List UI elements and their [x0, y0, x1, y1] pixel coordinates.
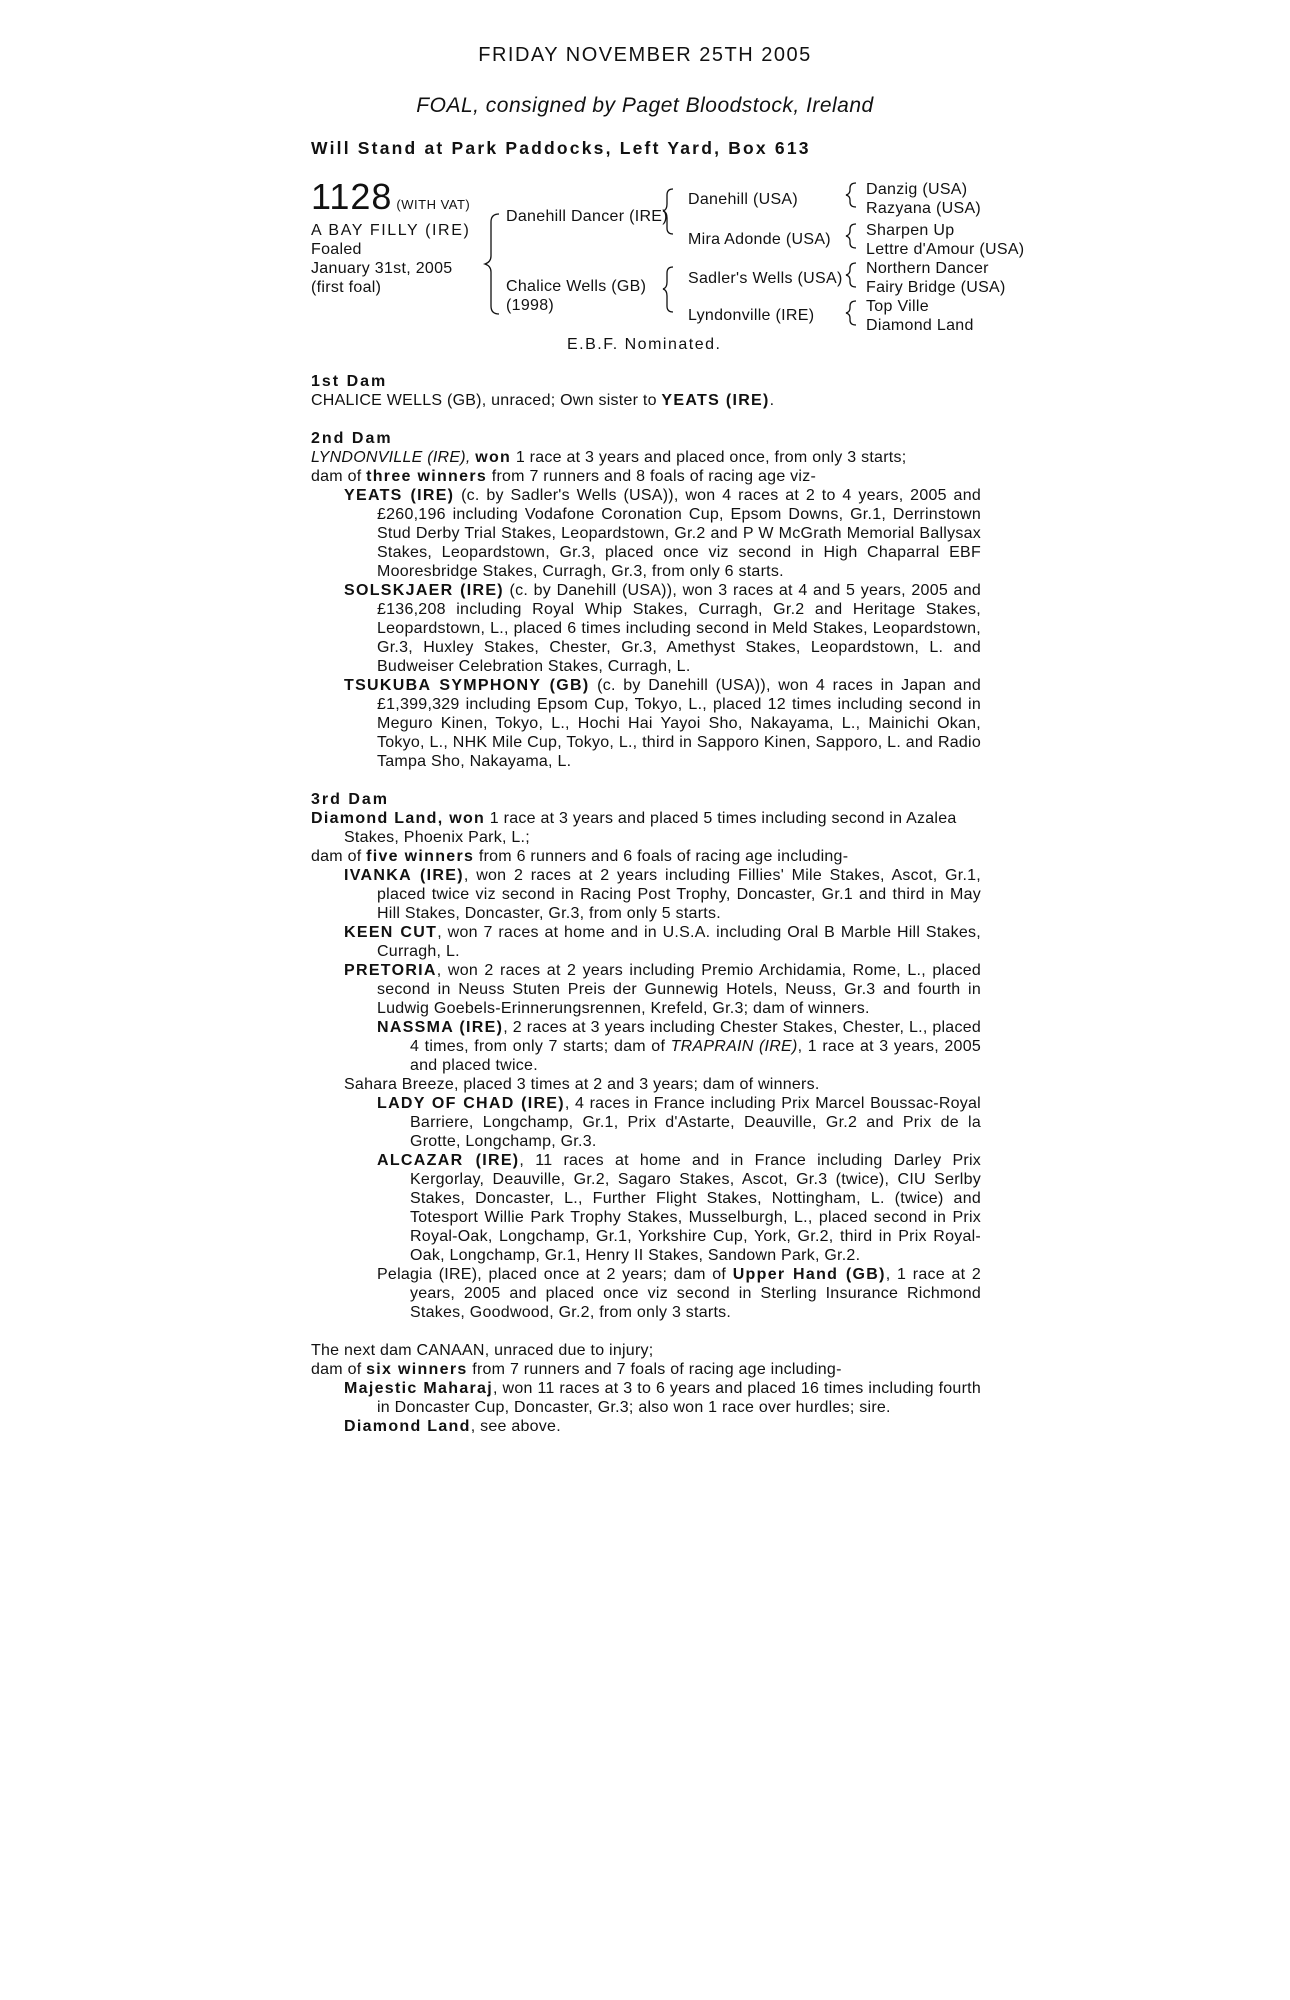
traprain-name: TRAPRAIN (IRE)	[670, 1038, 798, 1055]
second-dam-l2a: dam of	[311, 468, 367, 485]
pretoria-name: PRETORIA	[344, 962, 437, 979]
next-dam-l2a: dam of	[311, 1361, 367, 1378]
stand-location: Will Stand at Park Paddocks, Left Yard, Box 613	[311, 138, 811, 158]
produce-sahara-breeze: Sahara Breeze, placed 3 times at 2 and 3 years; dam of winners.	[344, 1076, 820, 1093]
diamond-land-name: Diamond Land	[344, 1418, 471, 1435]
next-dam-line1: The next dam CANAAN, unraced due to injury;	[311, 1342, 654, 1359]
second-dam-line1	[311, 448, 981, 467]
third-dam-line1	[311, 809, 981, 847]
first-dam-heading: 1st Dam	[311, 373, 388, 390]
produce-alcazar	[311, 1151, 981, 1265]
alcazar-record: , 11 races at home and in France including Darley Prix Kergorlay, Deauville, Gr.2, Sagaro Stakes, Ascot, Gr.3 (twice), CIU Serlby Stakes, Doncaster, L., Further Flight Stakes, Nottingham, L. (twice) and Totesport Willie Park Trophy Stakes, Musselburgh, L., placed second in Prix Royal-Oak, Longchamp, Gr.1, Yorkshire Cup, York, Gr.2, third in Prix Royal-Oak, Longchamp, Gr.1, Henry II Stakes, Sandown Park, Gr.2.	[410, 1152, 982, 1264]
pedigree-dam-sire: Sadler's Wells (USA)	[688, 270, 843, 287]
nassma-record-end: , 1 race at 3 years, 2005 and placed twice.	[410, 1038, 982, 1074]
produce-majestic-maharaj	[311, 1379, 981, 1417]
third-dam-record: 1 race at 3 years and placed 5 times including second in Azalea Stakes, Phoenix Park, L.;	[344, 810, 957, 846]
second-dam-l2c: from 7 runners and 8 foals of racing age viz-	[487, 468, 817, 485]
third-dam-line2	[311, 847, 981, 866]
dam-history	[311, 372, 981, 1436]
produce-keen-cut	[311, 923, 981, 961]
produce-ivanka	[311, 866, 981, 923]
vat-note: (WITH VAT)	[396, 197, 471, 212]
nassma-record: , 2 races at 3 years including Chester Stakes, Chester, L., placed 4 times, from only 7 starts; dam of	[410, 1019, 981, 1055]
ebf-nominated: E.B.F. Nominated.	[567, 336, 722, 353]
produce-nassma	[311, 1018, 981, 1075]
next-dam-line2	[311, 1360, 981, 1379]
yeats-record: (c. by Sadler's Wells (USA)), won 4 races at 2 to 4 years, 2005 and £260,196 including Vodafone Coronation Cup, Epsom Downs, Gr.1, Derrinstown Stud Derby Trial Stakes, Leopardstown, Gr.2 and P W McGrath Memorial Ballysax Stakes, Leopardstown, Gr.3, placed once viz second in High Chaparral EBF Mooresbridge Stakes, Curragh, Gr.3, from only 6 starts.	[377, 487, 981, 580]
third-dam-l2a: dam of	[311, 848, 367, 865]
lot-number-value: 1128	[311, 176, 393, 217]
first-dam-text	[311, 391, 981, 410]
pedigree-sire-sire: Danehill (USA)	[688, 191, 799, 208]
pedigree-g3-1: Danzig (USA)	[866, 181, 968, 198]
keen-cut-record: , won 7 races at home and in U.S.A. including Oral B Marble Hill Stakes, Curragh, L.	[377, 924, 981, 960]
second-dam-winners: three winners	[366, 468, 488, 485]
pedigree-g3-8: Diamond Land	[866, 317, 974, 334]
produce-lady-of-chad	[311, 1094, 981, 1151]
yeats-name: YEATS (IRE)	[344, 487, 455, 504]
upper-hand-record: , 1 race at 2 years, 2005 and placed once viz second in Sterling Insurance Richmond Stakes, Goodwood, Gr.2, from only 3 starts.	[410, 1266, 982, 1321]
second-dam-won: won	[475, 449, 512, 466]
second-dam-record: 1 race at 3 years and placed once, from only 3 starts;	[511, 449, 907, 466]
ivanka-name: IVANKA (IRE)	[344, 867, 464, 884]
pedigree-sire: Danehill Dancer (IRE)	[506, 208, 668, 225]
produce-solskjaer	[311, 581, 981, 676]
lot-description: A BAY FILLY (IRE)	[311, 222, 471, 239]
next-dam-l2c: from 7 runners and 7 foals of racing age including-	[467, 1361, 842, 1378]
solskjaer-record: (c. by Danehill (USA)), won 3 races at 4 and 5 years, 2005 and £136,208 including Royal Whip Stakes, Curragh, Gr.2 and Heritage Stakes, Leopardstown, L., placed 6 times including second in Meld Stakes, Leopardstown, Gr.3, Huxley Stakes, Chester, Gr.3, Amethyst Stakes, Leopardstown, L. and Budweiser Celebration Stakes, Curragh, L.	[377, 582, 981, 675]
first-dam-sibling: YEATS (IRE)	[661, 392, 770, 409]
pelagia-record: Pelagia (IRE), placed once at 2 years; dam of	[377, 1266, 733, 1283]
alcazar-name: ALCAZAR (IRE)	[377, 1152, 520, 1169]
upper-hand-name: Upper Hand (GB)	[732, 1266, 886, 1283]
pedigree-g3-7: Top Ville	[866, 298, 929, 315]
sale-date: FRIDAY NOVEMBER 25TH 2005	[478, 44, 812, 66]
produce-diamond-land	[311, 1417, 981, 1436]
pedigree-dam-dam: Lyndonville (IRE)	[688, 307, 815, 324]
majestic-maharaj-record: , won 11 races at 3 to 6 years and placed 16 times including fourth in Doncaster Cup, Doncaster, Gr.3; also won 1 race over hurdles; sire.	[377, 1380, 982, 1416]
tsukuba-name: TSUKUBA SYMPHONY (GB)	[344, 677, 590, 694]
third-dam-name: Diamond Land, won	[311, 810, 486, 827]
pedigree-g3-3: Sharpen Up	[866, 222, 955, 239]
consignor-line: FOAL, consigned by Paget Bloodstock, Ireland	[416, 94, 874, 117]
produce-pretoria	[311, 961, 981, 1018]
third-dam-heading: 3rd Dam	[311, 791, 390, 808]
tsukuba-record: (c. by Danehill (USA)), won 4 races in Japan and £1,399,329 including Epsom Cup, Tokyo, L., placed 12 times including second in Meguro Kinen, Tokyo, L., Hochi Hai Yayoi Sho, Nakayama, L., Mainichi Okan, Tokyo, L., NHK Mile Cup, Tokyo, L., third in Sapporo Kinen, Sapporo, L. and Radio Tampa Sho, Nakayama, L.	[377, 677, 981, 770]
second-dam-line2	[311, 467, 981, 486]
pedigree-g3-4: Lettre d'Amour (USA)	[866, 241, 1025, 258]
lady-of-chad-record: , 4 races in France including Prix Marcel Boussac-Royal Barriere, Longchamp, Gr.1, Prix d'Astarte, Deauville, Gr.2 and Prix de la Grotte, Longchamp, Gr.3.	[410, 1095, 981, 1150]
pedigree-braces	[0, 0, 1290, 360]
pedigree-dam-year: (1998)	[506, 297, 555, 314]
next-dam-winners: six winners	[366, 1361, 468, 1378]
second-dam-heading: 2nd Dam	[311, 430, 393, 447]
pedigree-g3-2: Razyana (USA)	[866, 200, 982, 217]
pedigree-sire-dam: Mira Adonde (USA)	[688, 231, 831, 248]
produce-tsukuba	[311, 676, 981, 771]
first-dam-desc: CHALICE WELLS (GB), unraced; Own sister to	[311, 392, 662, 409]
third-dam-winners: five winners	[366, 848, 475, 865]
majestic-maharaj-name: Majestic Maharaj	[344, 1380, 493, 1397]
ivanka-record: , won 2 races at 2 years including Fillies' Mile Stakes, Ascot, Gr.1, placed twice viz second in Racing Post Trophy, Doncaster, Gr.1 and third in May Hill Stakes, Doncaster, Gr.3, from only 5 starts.	[377, 867, 981, 922]
produce-yeats	[311, 486, 981, 581]
solskjaer-name: SOLSKJAER (IRE)	[344, 582, 504, 599]
third-dam-l2c: from 6 runners and 6 foals of racing age including-	[474, 848, 849, 865]
foaled-label: Foaled	[311, 241, 362, 258]
first-dam-period: .	[769, 392, 775, 409]
produce-pelagia	[311, 1265, 981, 1322]
first-foal-note: (first foal)	[311, 279, 382, 296]
pedigree-dam: Chalice Wells (GB)	[506, 278, 647, 295]
foaled-date: January 31st, 2005	[311, 260, 453, 277]
diamond-land-ref: , see above.	[470, 1418, 561, 1435]
keen-cut-name: KEEN CUT	[344, 924, 438, 941]
pedigree-g3-6: Fairy Bridge (USA)	[866, 279, 1006, 296]
second-dam-name: LYNDONVILLE (IRE),	[311, 449, 471, 466]
pedigree-g3-5: Northern Dancer	[866, 260, 989, 277]
pretoria-record: , won 2 races at 2 years including Premio Archidamia, Rome, L., placed second in Neuss Stuten Preis der Gunnewig Hotels, Neuss, Gr.3 and fourth in Ludwig Goebels-Erinnerungsrennen, Krefeld, Gr.3; dam of winners.	[377, 962, 981, 1017]
nassma-name: NASSMA (IRE)	[377, 1019, 504, 1036]
lady-of-chad-name: LADY OF CHAD (IRE)	[377, 1095, 565, 1112]
